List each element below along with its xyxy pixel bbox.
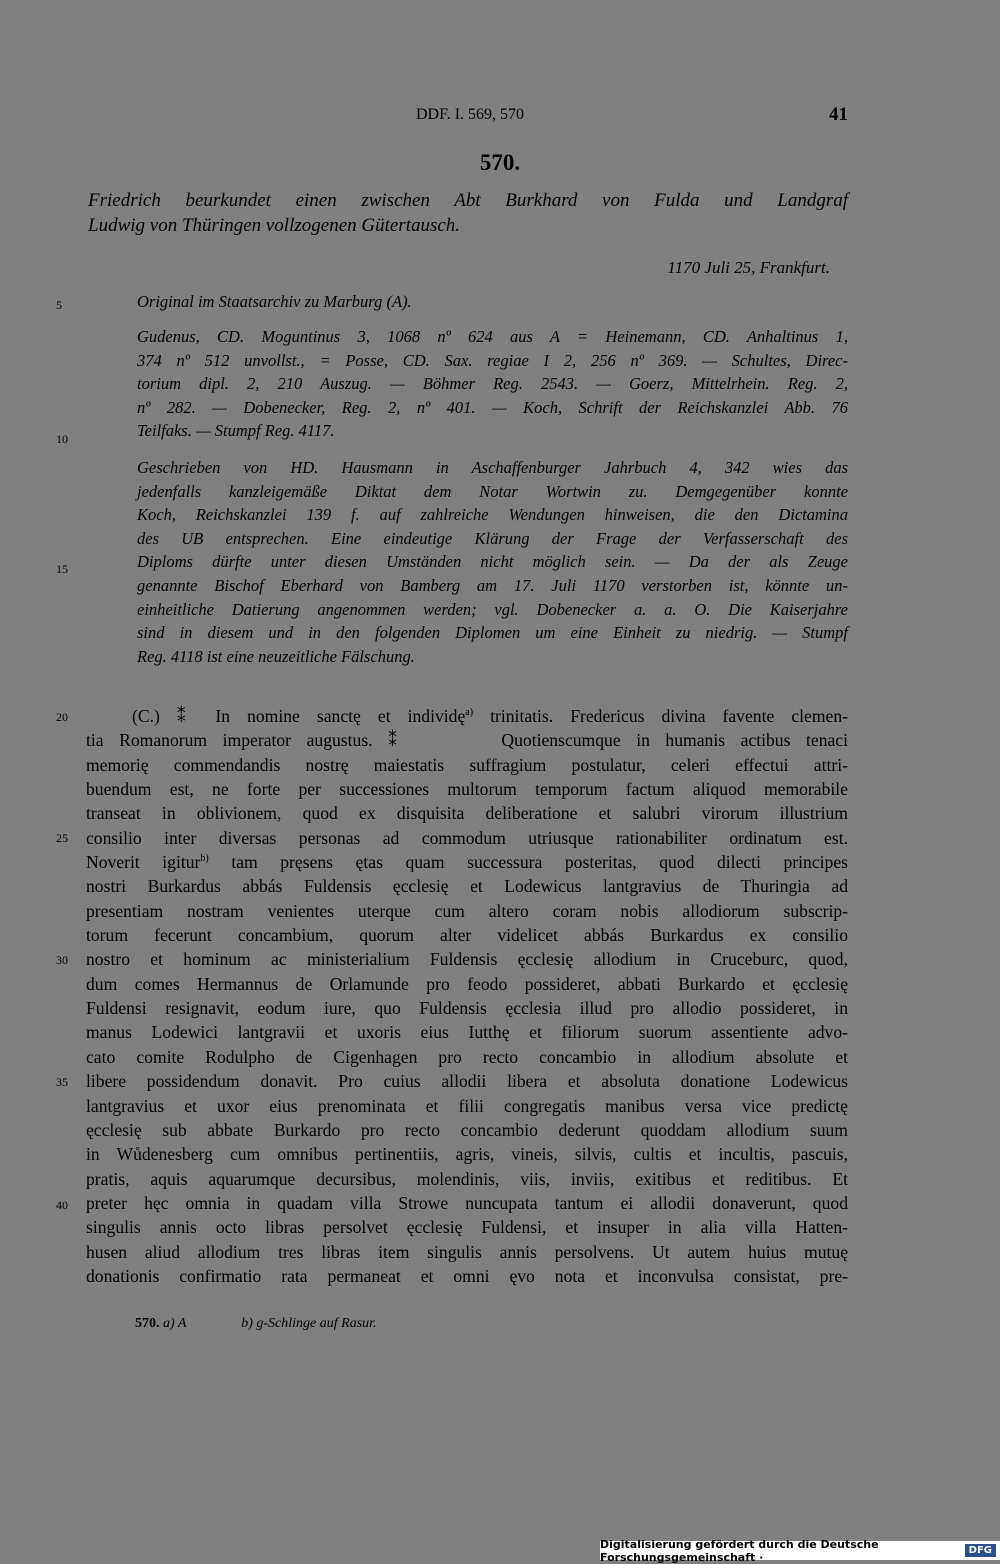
- tradition-line: Original im Staatsarchiv zu Marburg (A).: [137, 292, 412, 311]
- text-line: memorię commendandis nostrę maiestatis suffragium postulatur, celeri effectui attri-: [86, 754, 848, 775]
- text-line: preter hęc omnia in quadam villa Strowe nuncupata tantum ei allodii donaverunt, quod: [86, 1192, 848, 1213]
- text-line: presentiam nostram venientes uterque cum altero coram nobis allodiorum subscrip-: [86, 900, 848, 921]
- literature-line: 374 nº 512 unvollst., = Posse, CD. Sax. regiae I 2, 256 nº 369. — Schultes, Direc-: [137, 350, 848, 370]
- text-line: transeat in oblivionem, quod ex disquisita deliberatione et salubri virorum illustrium: [86, 803, 848, 824]
- commentary-line: Geschrieben von HD. Hausmann in Aschaffenburger Jahrbuch 4, 342 wies das: [137, 458, 848, 477]
- text-line: libere possidendum donavit. Pro cuius allodii libera et absoluta donatione Lodewicus: [86, 1071, 848, 1092]
- footnote-marker-a: a): [465, 707, 474, 719]
- text-segment: tam pręsens ętas quam successura posteritas, quod dilecti principes: [208, 852, 849, 873]
- line-number: 40: [56, 1198, 68, 1212]
- text-line: torum fecerunt concambium, quorum alter videlicet abbás Burkardus ex consilio: [86, 925, 848, 946]
- text-line: nostri Burkardus abbás Fuldensis ęcclesię et Lodewicus lantgravius de Thuringia ad: [86, 876, 848, 897]
- footnote-b: b) g-Schlinge auf Rasur.: [241, 1316, 377, 1331]
- line-number: 30: [56, 953, 68, 967]
- text-line: tia Romanorum imperator augustus. ⁑ Quotienscumque in humanis actibus tenaci: [86, 730, 848, 751]
- text-line: donationis confirmatio rata permaneat et omni ęvo nota et inconvulsa consistat, pre-: [86, 1265, 848, 1286]
- diploma-text: [86, 704, 848, 1288]
- text-line: in Wůdenesberg cum omnibus pertinentiis, agris, vineis, silvis, cultis et incultis, pascuis,: [86, 1144, 848, 1165]
- literature-line: Gudenus, CD. Moguntinus 3, 1068 nº 624 aus A = Heinemann, CD. Anhaltinus 1,: [137, 327, 848, 346]
- text-line: singulis annis octo libras persolvet ęcclesię Fuldensi, et insuper in alia villa Hatten-: [86, 1217, 848, 1238]
- literature-block: [137, 325, 848, 443]
- running-header: DDF. I. 569, 570: [415, 106, 525, 123]
- literature-line: Teilfaks. — Stumpf Reg. 4117.: [137, 421, 335, 441]
- commentary-line: jedenfalls kanzleigemäße Diktat dem Notar Wortwin zu. Demgegenüber konnte: [137, 481, 848, 501]
- text-line: consilio inter diversas personas ad commodum utriusque rationabiliter ordinatum est.: [86, 827, 848, 848]
- line-number: 25: [56, 831, 68, 845]
- text-line: dum comes Hermannus de Orlamunde pro feodo possideret, abbati Burkardo et ęcclesię: [86, 973, 848, 994]
- dfg-logo-icon: DFG: [965, 1544, 996, 1557]
- regest-line: Ludwig von Thüringen vollzogenen Gütertausch.: [88, 215, 461, 236]
- text-segment: (C.) ⁑ In nomine sanctę et individę: [132, 706, 466, 726]
- text-line: pratis, aquis aquarumque decursibus, molendinis, viis, inviis, exitibus et reditibus. Et: [86, 1168, 848, 1189]
- text-line: buendum est, ne forte per successiones multorum temporum factum aliquod memorabile: [86, 779, 848, 800]
- text-line: [86, 704, 848, 728]
- footnote-marker-b: b): [200, 853, 209, 865]
- text-line: lantgravius et uxor eius prenominata et filii congregatis manibus versa vice predictę: [86, 1095, 848, 1116]
- text-segment: Noverit igitur: [86, 852, 201, 873]
- regest-line: Friedrich beurkundet einen zwischen Abt Burkhard von Fulda und Landgraf: [88, 190, 848, 211]
- text-line: [86, 850, 848, 874]
- commentary-line: des UB entsprechen. Eine eindeutige Klärung der Frage der Verfasserschaft des: [137, 528, 848, 548]
- text-line: cato comite Rodulpho de Cigenhagen pro recto concambio in allodium absolute et: [86, 1046, 848, 1067]
- commentary-line: Reg. 4118 ist eine neuzeitliche Fälschung.: [137, 646, 415, 666]
- footnote-a: a) A: [163, 1316, 187, 1331]
- footnotes: [135, 1316, 635, 1332]
- line-number: 15: [56, 562, 68, 576]
- commentary-line: sind in diesem und in den folgenden Diplomen um eine Einheit zu niedrig. — Stumpf: [137, 623, 848, 643]
- tradition-note: [137, 290, 848, 314]
- commentary-line: einheitliche Datierung angenommen werden; vgl. Dobenecker a. a. O. Die Kaiserjahre: [137, 599, 848, 619]
- line-number: 10: [56, 432, 68, 446]
- text-line: Fuldensi resignavit, eodum iure, quo Fuldensis ęcclesia illud pro allodio possideret, in: [86, 998, 848, 1019]
- regest: [88, 188, 848, 238]
- text-line: husen aliud allodium tres libras item singulis annis persolvens. Ut autem huius mutuę: [86, 1241, 848, 1262]
- literature-line: torium dipl. 2, 210 Auszug. — Böhmer Reg. 2543. — Goerz, Mittelrhein. Reg. 2,: [137, 374, 848, 394]
- text-line: manus Lodewici lantgravii et uxoris eius Iutthę et filiorum suorum assentiente advo-: [86, 1022, 848, 1043]
- literature-line: nº 282. — Dobenecker, Reg. 2, nº 401. — Koch, Schrift der Reichskanzlei Abb. 76: [137, 397, 848, 417]
- funding-text: Digitalisierung gefördert durch die Deutsche Forschungsgemeinschaft ·: [600, 1537, 879, 1564]
- text-line: nostro et hominum ac ministerialium Fuldensis ęcclesię allodium in Cruceburc, quod,: [86, 949, 848, 970]
- text-segment: trinitatis. Fredericus divina favente clemen-: [473, 706, 848, 726]
- text-line: ęcclesię sub abbate Burkardo pro recto concambio dederunt quoddam allodium suum: [86, 1119, 848, 1140]
- dating-line: 1170 Juli 25, Frankfurt.: [667, 258, 830, 277]
- commentary-block: [137, 456, 848, 668]
- commentary-line: Diploms dürfte unter diesen Umständen nicht möglich sein. — Da der als Zeuge: [137, 552, 848, 572]
- document-number: 570.: [479, 150, 521, 175]
- line-number: 5: [56, 298, 62, 312]
- footnote-number: 570.: [135, 1316, 160, 1331]
- line-number: 35: [56, 1075, 68, 1089]
- commentary-line: Koch, Reichskanzlei 139 f. auf zahlreiche Wendungen hinweisen, die den Dictamina: [137, 505, 848, 525]
- funding-bar: [600, 1537, 1000, 1564]
- page-number: 41: [829, 104, 848, 125]
- commentary-line: genannte Bischof Eberhard von Bamberg am 17. Juli 1170 verstorben ist, könnte un-: [137, 575, 848, 595]
- line-number: 20: [56, 710, 68, 724]
